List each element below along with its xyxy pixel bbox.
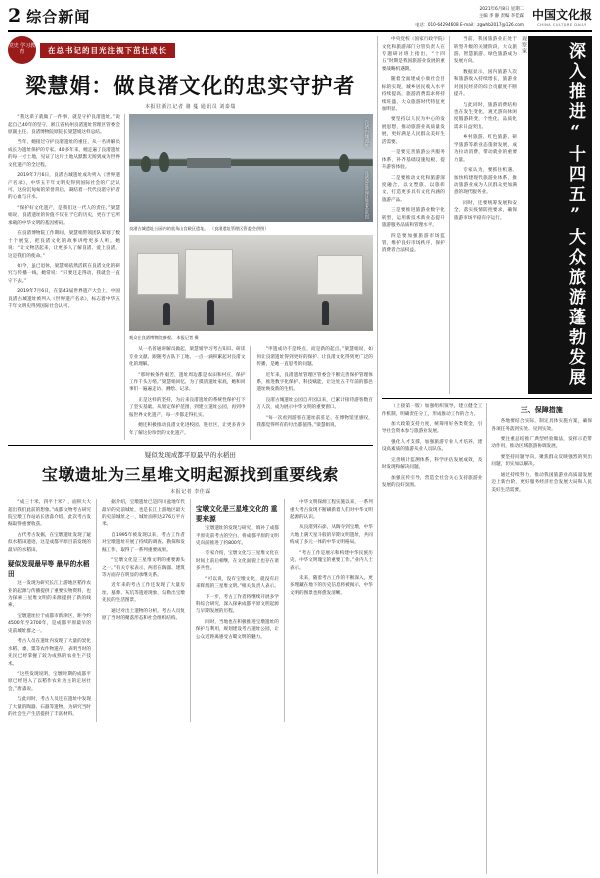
column-rule bbox=[96, 499, 97, 722]
rail-divider bbox=[382, 398, 592, 399]
paragraph: 中华文明探源工程实施以来，一系列重大考古发现不断刷新着人们对中华文明起源的认识。 bbox=[289, 500, 373, 520]
story2-subheading-2: 宝墩文化是三星堆文化的 重要来源 bbox=[195, 505, 278, 524]
feature-kicker: 在总书记的目光注视下茁壮成长 bbox=[40, 43, 175, 58]
paragraph: “可以说，没有宝墩文化，就没有后来辉煌的三星堆文明。”相关负责人表示。 bbox=[195, 576, 279, 590]
photo-ruins bbox=[129, 114, 373, 222]
feature-text-col-1 bbox=[8, 114, 120, 440]
paragraph: 同时，当地也在积极推进宝墩遗址的保护与利用，规划建设考古遗址公园，让公众近距离感受古蜀文明的魅力。 bbox=[195, 619, 279, 640]
story2-byline: 本报记者 李佳霖 bbox=[170, 489, 211, 496]
rail-kicker: 观察家 bbox=[520, 36, 527, 55]
column-rule bbox=[124, 114, 125, 440]
paragraph: 宝墩遗址的发现与研究，填补了成都平原史前考古的空白，将成都平原的文明史向前推进了约800年。 bbox=[195, 526, 279, 546]
paragraph: 当前，我国旅游业正处于转型升级的关键阶段，大众旅游、智慧旅游、绿色旅游成为发展方向。 bbox=[453, 37, 517, 65]
paragraph: “成三十米、四平十米？，面积大大超出我们此前的想象。”成都文物考古研究院宝墩工作站站长唐淼介绍，此次考古发掘取得重要收获。 bbox=[8, 500, 91, 528]
story2-col-4 bbox=[290, 499, 373, 722]
paragraph: 当年，她接过守护良渚遗址的重任，从一名讲解员成长为遗址保护的专家。40多年来，她走遍了良渚遗址的每一寸土地，见证了这片土地从默默无闻到成为世界文化遗产的全过程。 bbox=[8, 140, 120, 168]
paragraph: 从一名普通讲解员做起，梁慧娟学习考古知识、研读专业文献、跟随考古队下工地，一点一滴积累起对良渚文化的理解。 bbox=[129, 347, 246, 368]
column-rule bbox=[486, 403, 487, 874]
paragraph: 三是要推进旅游业数字化转型，运用新技术新业态提升旅游服务品质和管理水平。 bbox=[381, 208, 445, 229]
rail-col-1 bbox=[382, 36, 445, 394]
story2-columns bbox=[8, 499, 373, 722]
paragraph: 通过对出土遗物的分析，考古人员复原了当时的聚落形态和社会组织结构。 bbox=[101, 608, 185, 622]
feature-text-col-3 bbox=[256, 346, 372, 440]
contact-line: 电话：010-64294608 E-mail：zgwhb2017@126.com bbox=[415, 22, 524, 28]
rail-top bbox=[382, 36, 592, 394]
paragraph: 与此同时，考古人员还在遗址中发现了大量的陶器、石器等遗物，为研究当时的社会生产生活提供了丰富材料。 bbox=[8, 697, 91, 718]
masthead bbox=[8, 6, 592, 32]
masthead-right bbox=[409, 6, 524, 28]
photo-museum bbox=[129, 235, 373, 331]
paragraph: 四是要加强旅游市场监管，维护良好市场秩序，保护消费者合法权益。 bbox=[381, 233, 445, 254]
paragraph: 一是要完善旅游公共服务体系，补齐基础设施短板，提升游客体验。 bbox=[381, 150, 445, 171]
story2-shoulder: 疑似发现成都平原最早的水稻田 bbox=[144, 451, 236, 460]
paragraph: 古代考古发掘，在宝墩遗址发现了疑似水稻田遗迹，这是成都平原目前发现的最早的水稻田。 bbox=[8, 532, 91, 553]
rail-section-heading: 三、保障措施 bbox=[520, 405, 563, 415]
story2-headline: 宝墩遗址为三星堆文明起源找到重要线索 bbox=[41, 465, 339, 485]
rail-bottom bbox=[382, 403, 592, 874]
paragraph: “每一次看到游客在遗址前驻足、在博物馆里感叹，我都觉得所有的付出都值得。”梁慧娟说。 bbox=[256, 415, 373, 429]
feature-media bbox=[129, 114, 373, 440]
paragraph: “这些发现说明，宝墩时期的成都平原已经进入了以稻作农业为主的定居社会。”唐淼说。 bbox=[8, 671, 91, 692]
paragraph: 与此同时，旅游消费结构也在发生变化，观光游向休闲度假游转变，个性化、品质化需求日益突出。 bbox=[453, 102, 517, 130]
photo-caption-1: 良渚古城遗址公园内的莫角山宫殿区遗址。 （良渚遗址管理区管委会供图） bbox=[129, 226, 269, 232]
paragraph: “我这辈子就做了一件事，就是守护良渚遗址。”说起自己40年的坚守，浙江省杭州良渚遗址管理区管委会原副主任、良渚博物院原院长梁慧娟这样总结。 bbox=[8, 115, 120, 135]
paragraph: 宝墩遗址位于成都市新津区，距今约4500年至3700年，是成都平原最早的史前城址群之一。 bbox=[8, 613, 91, 634]
paragraph: 在良渚博物院工作期间，梁慧娟带领团队策划了数十个展览，把良渚文化的故事讲给更多人听。她说：“让文物活起来，让更多人了解良渚、爱上良渚，这是我们的使命。” bbox=[8, 231, 120, 259]
story2-col-1 bbox=[8, 499, 91, 722]
editor-line: 主编 李 静 责编 李佳霖 bbox=[478, 14, 524, 20]
masthead-center bbox=[90, 6, 409, 10]
paragraph: 同时，还要统筹发展和安全，落实疫情防控要求，确保旅游市场平稳有序运行。 bbox=[453, 200, 517, 221]
paragraph: 良渚古城遗址公园自开园以来，已累计接待游客数百万人次，成为展示中华文明的重要窗口。 bbox=[256, 397, 373, 411]
paragraph: 要坚持以人民为中心的发展思想，推动旅游业高质量发展，更好满足人民群众美好生活需要。 bbox=[381, 117, 445, 145]
main-column bbox=[8, 36, 373, 874]
paragraph: 近年来的考古工作还发现了大量房址、墓葬、灰坑等遗迹现象，勾勒出宝墩先民的生活图景。 bbox=[101, 583, 185, 604]
paragraph: 要注重总结推广典型经验做法，发挥示范带动作用，推动区域旅游协调发展。 bbox=[491, 436, 592, 450]
paragraph: 2019年7月6日，在第43届世界遗产大会上，中国良渚古城遗址被列入《世界遗产名录》，标志着中华五千年文明史得到国际社会认可。 bbox=[8, 289, 120, 310]
issue-date: 2021年6月8日 星期二 bbox=[479, 7, 524, 12]
paragraph: 下一步，考古工作者将继续开展多学科综合研究，深入探索成都平原文明起源与早期发展的历程。 bbox=[195, 594, 279, 615]
paragraph: “申遗成功不是终点，而是新的起点。”梁慧娟说，如何让良渚遗址得到更好的保护、让良渚文化得到更广泛的传播，是她一直思考的问题。 bbox=[256, 347, 373, 368]
paragraph: 未来，随着考古工作的不断深入，更多埋藏在地下的历史信息将被揭示，中华文明的图景也将愈发清晰。 bbox=[289, 576, 373, 596]
column-rule bbox=[449, 36, 450, 394]
paragraph: 近年来，良渚遗址管理区管委会不断完善保护管理体系，推进数字化保护、科技赋能，让这处五千年前的都邑遗址焕发新的生机。 bbox=[256, 372, 373, 393]
paragraph: 她还积极推动良渚文化进校园、进社区，让更多青少年了解这份珍贵的文化遗产。 bbox=[129, 423, 246, 436]
paragraph: 专家认为，要抓住机遇，加快构建现代旅游业体系，推动旅游业成为人民群众更加满意的现代服务业。 bbox=[453, 168, 517, 196]
paragraph: 据介绍，宝墩遗址已是四川盆地年代最早的史前城址，也是长江上游地区最大的史前城址之一，城址面积达276万平方米。 bbox=[101, 500, 185, 528]
brand-name: 中国文化报 bbox=[531, 8, 592, 22]
paragraph: 加大政策支持力度，统筹用好各类资金，引导社会资本参与旅游业发展。 bbox=[381, 421, 483, 435]
right-rail bbox=[382, 36, 592, 874]
feature-body bbox=[8, 114, 373, 440]
rail-vertical-headline: 深入推进“十四五”大众旅游蓬勃发展 bbox=[528, 36, 592, 394]
paragraph: “保护好文化遗产，是我们这一代人的责任。”梁慧娟说，良渚遗址的价值不仅在于它的历史，更在于它所承载的中华文明的基因密码。 bbox=[8, 205, 120, 226]
feature-byline: 本报驻浙江记者 骆 蔓 通讯员 刘泰瑞 bbox=[144, 104, 236, 111]
rail-bottom-col-2 bbox=[491, 403, 592, 874]
paragraph: 考古人员在遗址内发现了大量的炭化水稻、黍、粟等农作物遗存，表明当时的先民已经掌握了较为成熟的农业生产技术。 bbox=[8, 639, 91, 667]
paragraph: 这一发现为研究长江上游地区稻作农业的起源与传播提供了重要实物资料，也为探索三星堆文明的来源提供了新的线索。 bbox=[8, 581, 91, 609]
story2-subheading-1: 疑似发现最早等 最早的水稻田 bbox=[8, 560, 90, 579]
paragraph: 乡村旅游、红色旅游、研学旅游等新业态蓬勃发展，成为拉动消费、带动就业的重要力量。 bbox=[453, 135, 517, 163]
photo-credit: 良渚遗址管理区管委会供图 bbox=[364, 171, 370, 220]
paragraph: “考古工作是展示和构建中华民族历史、中华文明瑰宝的重要工作。”业内人士表示。 bbox=[289, 550, 373, 571]
photo-vertical-caption: 良渚古城遗址 bbox=[363, 120, 369, 148]
page-number: 2 bbox=[8, 5, 22, 27]
paragraph: 从良渚到石峁，从陶寺到宝墩，中华大地上满天星斗般的早期文明遗址，共同构成了多元一体的中华文明格局。 bbox=[289, 525, 373, 546]
paragraph: 强化人才支撑，加强旅游专业人才培养，建设高素质的旅游从业人员队伍。 bbox=[381, 439, 483, 453]
paragraph: 数据显示，国内旅游人次和旅游收入持续增长，旅游业对国民经济的综合贡献度不断提升。 bbox=[453, 69, 517, 98]
rail-col-2 bbox=[454, 36, 517, 394]
main-rail-rule bbox=[377, 36, 378, 874]
feature-headline: 梁慧娟：做良渚文化的忠实守护者 bbox=[25, 73, 356, 99]
photo-caption-2: 观众在良渚博物院参观。 本报记者 摄 bbox=[129, 335, 199, 341]
paragraph: 加强宣传引导，营造全社会关心支持旅游业发展的良好氛围。 bbox=[381, 475, 483, 489]
paragraph: 中央党校（国家行政学院）文化和旅游部门分管负责人在专题研讨班上指出，“十四五”时期是我国旅游业发展的重要战略机遇期。 bbox=[381, 37, 445, 72]
section-title: 综合新闻 bbox=[26, 8, 91, 26]
rail-top-text bbox=[382, 36, 517, 394]
kicker-row bbox=[8, 36, 373, 64]
paragraph: 随着全面建成小康社会目标的实现，城乡居民收入水平持续提高，旅游消费需求将持续旺盛，大众旅游时代特征更加明显。 bbox=[381, 77, 445, 113]
paragraph: 通过持续努力，推动我国旅游业高质量发展迈上新台阶，更好服务经济社会发展大局和人民美好生活需要。 bbox=[491, 472, 592, 493]
column-rule bbox=[190, 499, 191, 722]
feature-text-col-2 bbox=[129, 346, 245, 440]
story2-col-3 bbox=[196, 499, 279, 722]
paragraph: （上接第一版）加强组织领导，建立健全工作机制，明确责任分工，形成推动工作的合力。 bbox=[381, 404, 483, 417]
paragraph: 二是要推动文化和旅游深度融合，以文塑旅、以旅彰文，打造更多具有文化内涵的旅游产品。 bbox=[381, 175, 445, 203]
paragraph: 自1995年被发现以来，考古工作者对宝墩遗址开展了持续的调查、勘探和发掘工作，取得了一系列重要成果。 bbox=[101, 532, 185, 553]
paragraph: 各地要结合实际，制定具体实施方案，确保各项任务落到实处、见到实效。 bbox=[491, 419, 592, 432]
rail-bottom-col-1 bbox=[382, 403, 483, 874]
story2-col-2 bbox=[102, 499, 185, 722]
column-rule bbox=[284, 499, 285, 722]
paragraph: “那时候条件艰苦，遗址周边都是农田和村庄，保护工作千头万绪。”梁慧娟回忆，为了摸清遗址家底，她和同事们一遍遍走访、测绘、记录。 bbox=[129, 372, 246, 393]
paragraph: 如今，虽已退休，梁慧娟依然活跃在良渚文化的研究与传播一线。她常说：“只要还走得动，我就会一直守下去。” bbox=[8, 263, 120, 284]
paragraph: “宝墩文化是三星堆文明的重要源头之一。”有关专家表示，两者在陶器、建筑等方面存在明显的承继关系。 bbox=[101, 558, 185, 579]
brand-subtitle: CHINA CULTURE DAILY bbox=[537, 23, 587, 27]
party-history-seal: 党史 学习教育 bbox=[8, 36, 36, 64]
paragraph: 2019年7月6日，良渚古城遗址成功列入《世界遗产名录》，中华五千年文明史得到国际社会的广泛认可。这份沉甸甸的荣誉背后，凝结着一代代良渚守护者的心血与汗水。 bbox=[8, 173, 120, 201]
column-rule bbox=[250, 346, 251, 440]
paragraph: 完善统计监测体系，科学评估发展成效，及时发现和解决问题。 bbox=[381, 457, 483, 471]
masthead-left bbox=[8, 6, 90, 27]
paragraph: 要坚持问题导向，聚焦群众反映强烈的突出问题，切实加以解决。 bbox=[491, 454, 592, 468]
brand-block bbox=[524, 6, 592, 27]
paragraph: 正是这样的坚持，为后来良渚遗址的系统性保护打下了坚实基础。从划定保护范围，到建立遗址公园，再到申报世界文化遗产，每一步都走得扎实。 bbox=[129, 397, 246, 418]
paragraph: 专家介绍，宝墩文化与三星堆文化在时间上前后相继，在文化面貌上也存在诸多共性。 bbox=[195, 551, 279, 572]
story-divider bbox=[8, 445, 373, 446]
